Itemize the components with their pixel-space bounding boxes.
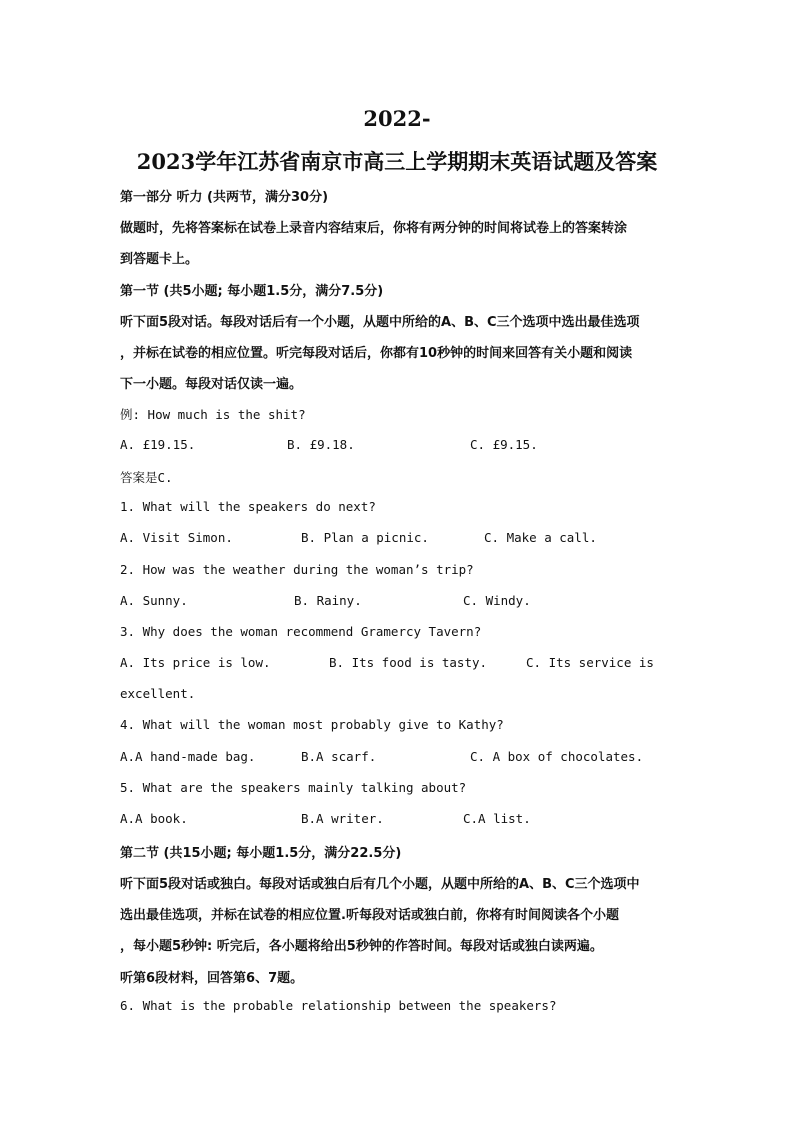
section2-instruction-line-2: 选出最佳选项，并标在试卷的相应位置.听每段对话或独白前，你将有时间阅读各个小题: [120, 908, 619, 923]
question-2: 2. How was the weather during the woman’s trip?: [120, 562, 474, 577]
example-option-a: A. £19.15.: [120, 437, 196, 452]
section1-heading: 第一节 (共5小题; 每小题1.5分，满分7.5分): [120, 284, 384, 299]
example-option-b: B. £9.18.: [287, 437, 355, 452]
q2-option-a: A. Sunny.: [120, 593, 188, 608]
q5-option-c: C.A list.: [463, 811, 531, 826]
title-line-2: 2023学年江苏省南京市高三上学期期末英语试题及答案: [136, 149, 658, 174]
q1-option-b: B. Plan a picnic.: [301, 530, 429, 545]
title-line-1: 2022-: [363, 106, 431, 131]
part1-heading: 第一部分 听力 (共两节，满分30分): [120, 190, 329, 205]
q1-option-c: C. Make a call.: [484, 530, 597, 545]
question-3: 3. Why does the woman recommend Gramercy Tavern?: [120, 624, 482, 639]
q2-option-c: C. Windy.: [463, 593, 531, 608]
q5-option-a: A.A book.: [120, 811, 188, 826]
section1-instruction-line-1: 听下面5段对话。每段对话后有一个小题，从题中所给的A、B、C三个选项中选出最佳选项: [120, 315, 640, 330]
q3-option-b: B. Its food is tasty.: [329, 655, 488, 670]
intro-line-1: 做题时，先将答案标在试卷上录音内容结束后，你将有两分钟的时间将试卷上的答案转涂: [120, 221, 628, 236]
section2-heading: 第二节 (共15小题; 每小题1.5分，满分22.5分): [120, 846, 402, 861]
example-option-c: C. £9.15.: [470, 437, 538, 452]
example-question: 例: How much is the shit?: [120, 407, 306, 422]
section1-instruction-line-3: 下一小题。每段对话仅读一遍。: [120, 377, 303, 392]
section2-instruction-line-3: ，每小题5秒钟: 听完后，各小题将给出5秒钟的作答时间。每段对话或独白读两遍。: [120, 939, 603, 954]
question-6: 6. What is the probable relationship between the speakers?: [120, 998, 557, 1013]
q4-option-b: B.A scarf.: [301, 749, 377, 764]
q3-option-a: A. Its price is low.: [120, 655, 271, 670]
q5-option-b: B.A writer.: [301, 811, 384, 826]
section2-instruction-line-1: 听下面5段对话或独白。每段对话或独白后有几个小题，从题中所给的A、B、C三个选项中: [120, 877, 640, 892]
q4-option-a: A.A hand-made bag.: [120, 749, 256, 764]
q2-option-b: B. Rainy.: [294, 593, 362, 608]
question-5: 5. What are the speakers mainly talking about?: [120, 780, 467, 795]
intro-line-2: 到答题卡上。: [120, 252, 199, 267]
q3-option-c-continuation: excellent.: [120, 686, 196, 701]
material-6-heading: 听第6段材料，回答第6、7题。: [120, 971, 304, 986]
example-answer: 答案是C.: [120, 470, 173, 485]
q4-option-c: C. A box of chocolates.: [470, 749, 644, 764]
q3-option-c: C. Its service is: [526, 655, 654, 670]
q1-option-a: A. Visit Simon.: [120, 530, 233, 545]
section1-instruction-line-2: ，并标在试卷的相应位置。听完每段对话后，你都有10秒钟的时间来回答有关小题和阅读: [120, 346, 633, 361]
question-4: 4. What will the woman most probably give to Kathy?: [120, 717, 504, 732]
question-1: 1. What will the speakers do next?: [120, 499, 376, 514]
